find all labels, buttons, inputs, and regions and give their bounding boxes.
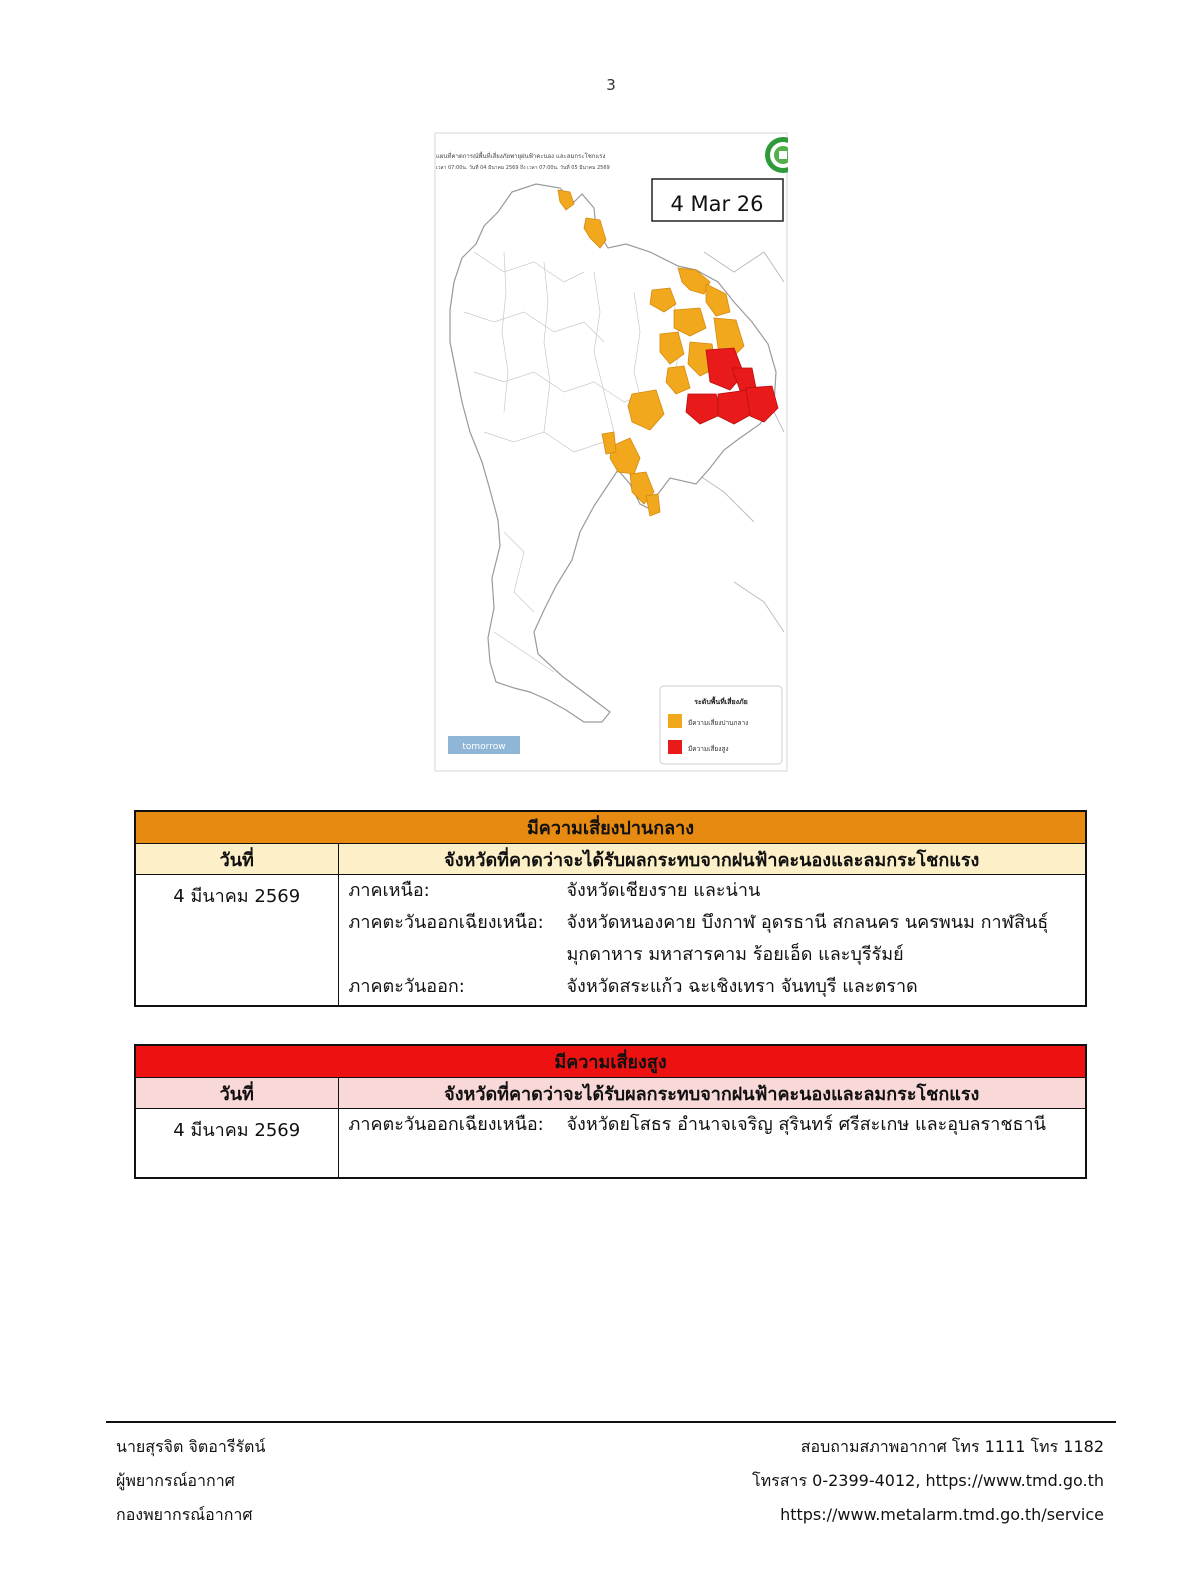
high-date: 4 มีนาคม 2569 bbox=[135, 1109, 338, 1179]
contact-fax-website: โทรสาร 0-2399-4012, https://www.tmd.go.th bbox=[752, 1471, 1104, 1490]
forecaster-division: กองพยากรณ์อากาศ bbox=[116, 1505, 253, 1524]
page-number: 3 bbox=[606, 76, 616, 94]
region-row-northeast bbox=[339, 1109, 1086, 1141]
watermark-label: tomorrow bbox=[462, 742, 506, 752]
moderate-regions bbox=[338, 875, 1086, 1007]
legend-swatch-moderate bbox=[668, 714, 682, 728]
region-name: ภาคตะวันออกเฉียงเหนือ: bbox=[348, 912, 544, 933]
map-legend bbox=[660, 686, 782, 764]
high-col-provinces: จังหวัดที่คาดว่าจะได้รับผลกระทบจากฝนฟ้าคะนองและลมกระโชกแรง bbox=[338, 1078, 1086, 1109]
region-name: ภาคเหนือ: bbox=[348, 880, 430, 901]
footer-contact bbox=[752, 1430, 1104, 1532]
contact-service-link[interactable]: https://www.metalarm.tmd.go.th/service bbox=[780, 1505, 1104, 1524]
legend-label-moderate: มีความเสี่ยงปานกลาง bbox=[688, 719, 749, 727]
legend-swatch-high bbox=[668, 740, 682, 754]
region-provinces: จังหวัดเชียงราย และน่าน bbox=[566, 880, 761, 901]
high-risk-table bbox=[134, 1044, 1087, 1179]
footer-signature bbox=[116, 1430, 265, 1532]
date-stamp: 4 Mar 26 bbox=[670, 192, 764, 216]
region-row-east bbox=[339, 971, 1086, 1003]
moderate-risk-title: มีความเสี่ยงปานกลาง bbox=[135, 811, 1086, 844]
map-header-line-1: แผนที่คาดการณ์พื้นที่เสี่ยงภัยพายุฝนฟ้าคะนอง และลมกระโชกแรง bbox=[436, 153, 606, 160]
moderate-date: 4 มีนาคม 2569 bbox=[135, 875, 338, 1007]
contact-phone: สอบถามสภาพอากาศ โทร 1111 โทร 1182 bbox=[800, 1437, 1104, 1456]
moderate-col-date: วันที่ bbox=[135, 844, 338, 875]
tomorrow-watermark bbox=[448, 736, 520, 754]
risk-map-figure bbox=[434, 132, 788, 772]
region-row-north bbox=[339, 875, 1086, 907]
forecaster-name: นายสุรจิต จิตอารีรัตน์ bbox=[116, 1437, 266, 1456]
forecaster-title: ผู้พยากรณ์อากาศ bbox=[116, 1471, 235, 1490]
legend-label-high: มีความเสี่ยงสูง bbox=[688, 745, 729, 753]
region-provinces: จังหวัดสระแก้ว ฉะเชิงเทรา จันทบุรี และตราด bbox=[566, 976, 918, 997]
region-provinces: จังหวัดยโสธร อำนาจเจริญ สุรินทร์ ศรีสะเกษ และอุบลราชธานี bbox=[566, 1114, 1046, 1135]
high-col-date: วันที่ bbox=[135, 1078, 338, 1109]
region-provinces: จังหวัดหนองคาย บึงกาฬ อุดรธานี สกลนคร นครพนม กาฬสินธุ์ มุกดาหาร มหาสารคาม ร้อยเอ็ด และบุรีรัมย์ bbox=[566, 912, 1049, 965]
region-row-northeast bbox=[339, 907, 1086, 971]
legend-title: ระดับพื้นที่เสี่ยงภัย bbox=[694, 698, 748, 706]
high-regions bbox=[338, 1109, 1086, 1179]
region-name: ภาคตะวันออกเฉียงเหนือ: bbox=[348, 1114, 544, 1135]
high-risk-title: มีความเสี่ยงสูง bbox=[135, 1045, 1086, 1078]
region-name: ภาคตะวันออก: bbox=[348, 976, 465, 997]
moderate-col-provinces: จังหวัดที่คาดว่าจะได้รับผลกระทบจากฝนฟ้าคะนองและลมกระโชกแรง bbox=[338, 844, 1086, 875]
footer-divider bbox=[106, 1421, 1116, 1423]
moderate-risk-table bbox=[134, 810, 1087, 1007]
map-header-line-2: เวลา 07:00น. วันที่ 04 มีนาคม 2569 ถึง เวลา 07:00น. วันที่ 05 มีนาคม 2569 bbox=[436, 165, 610, 171]
